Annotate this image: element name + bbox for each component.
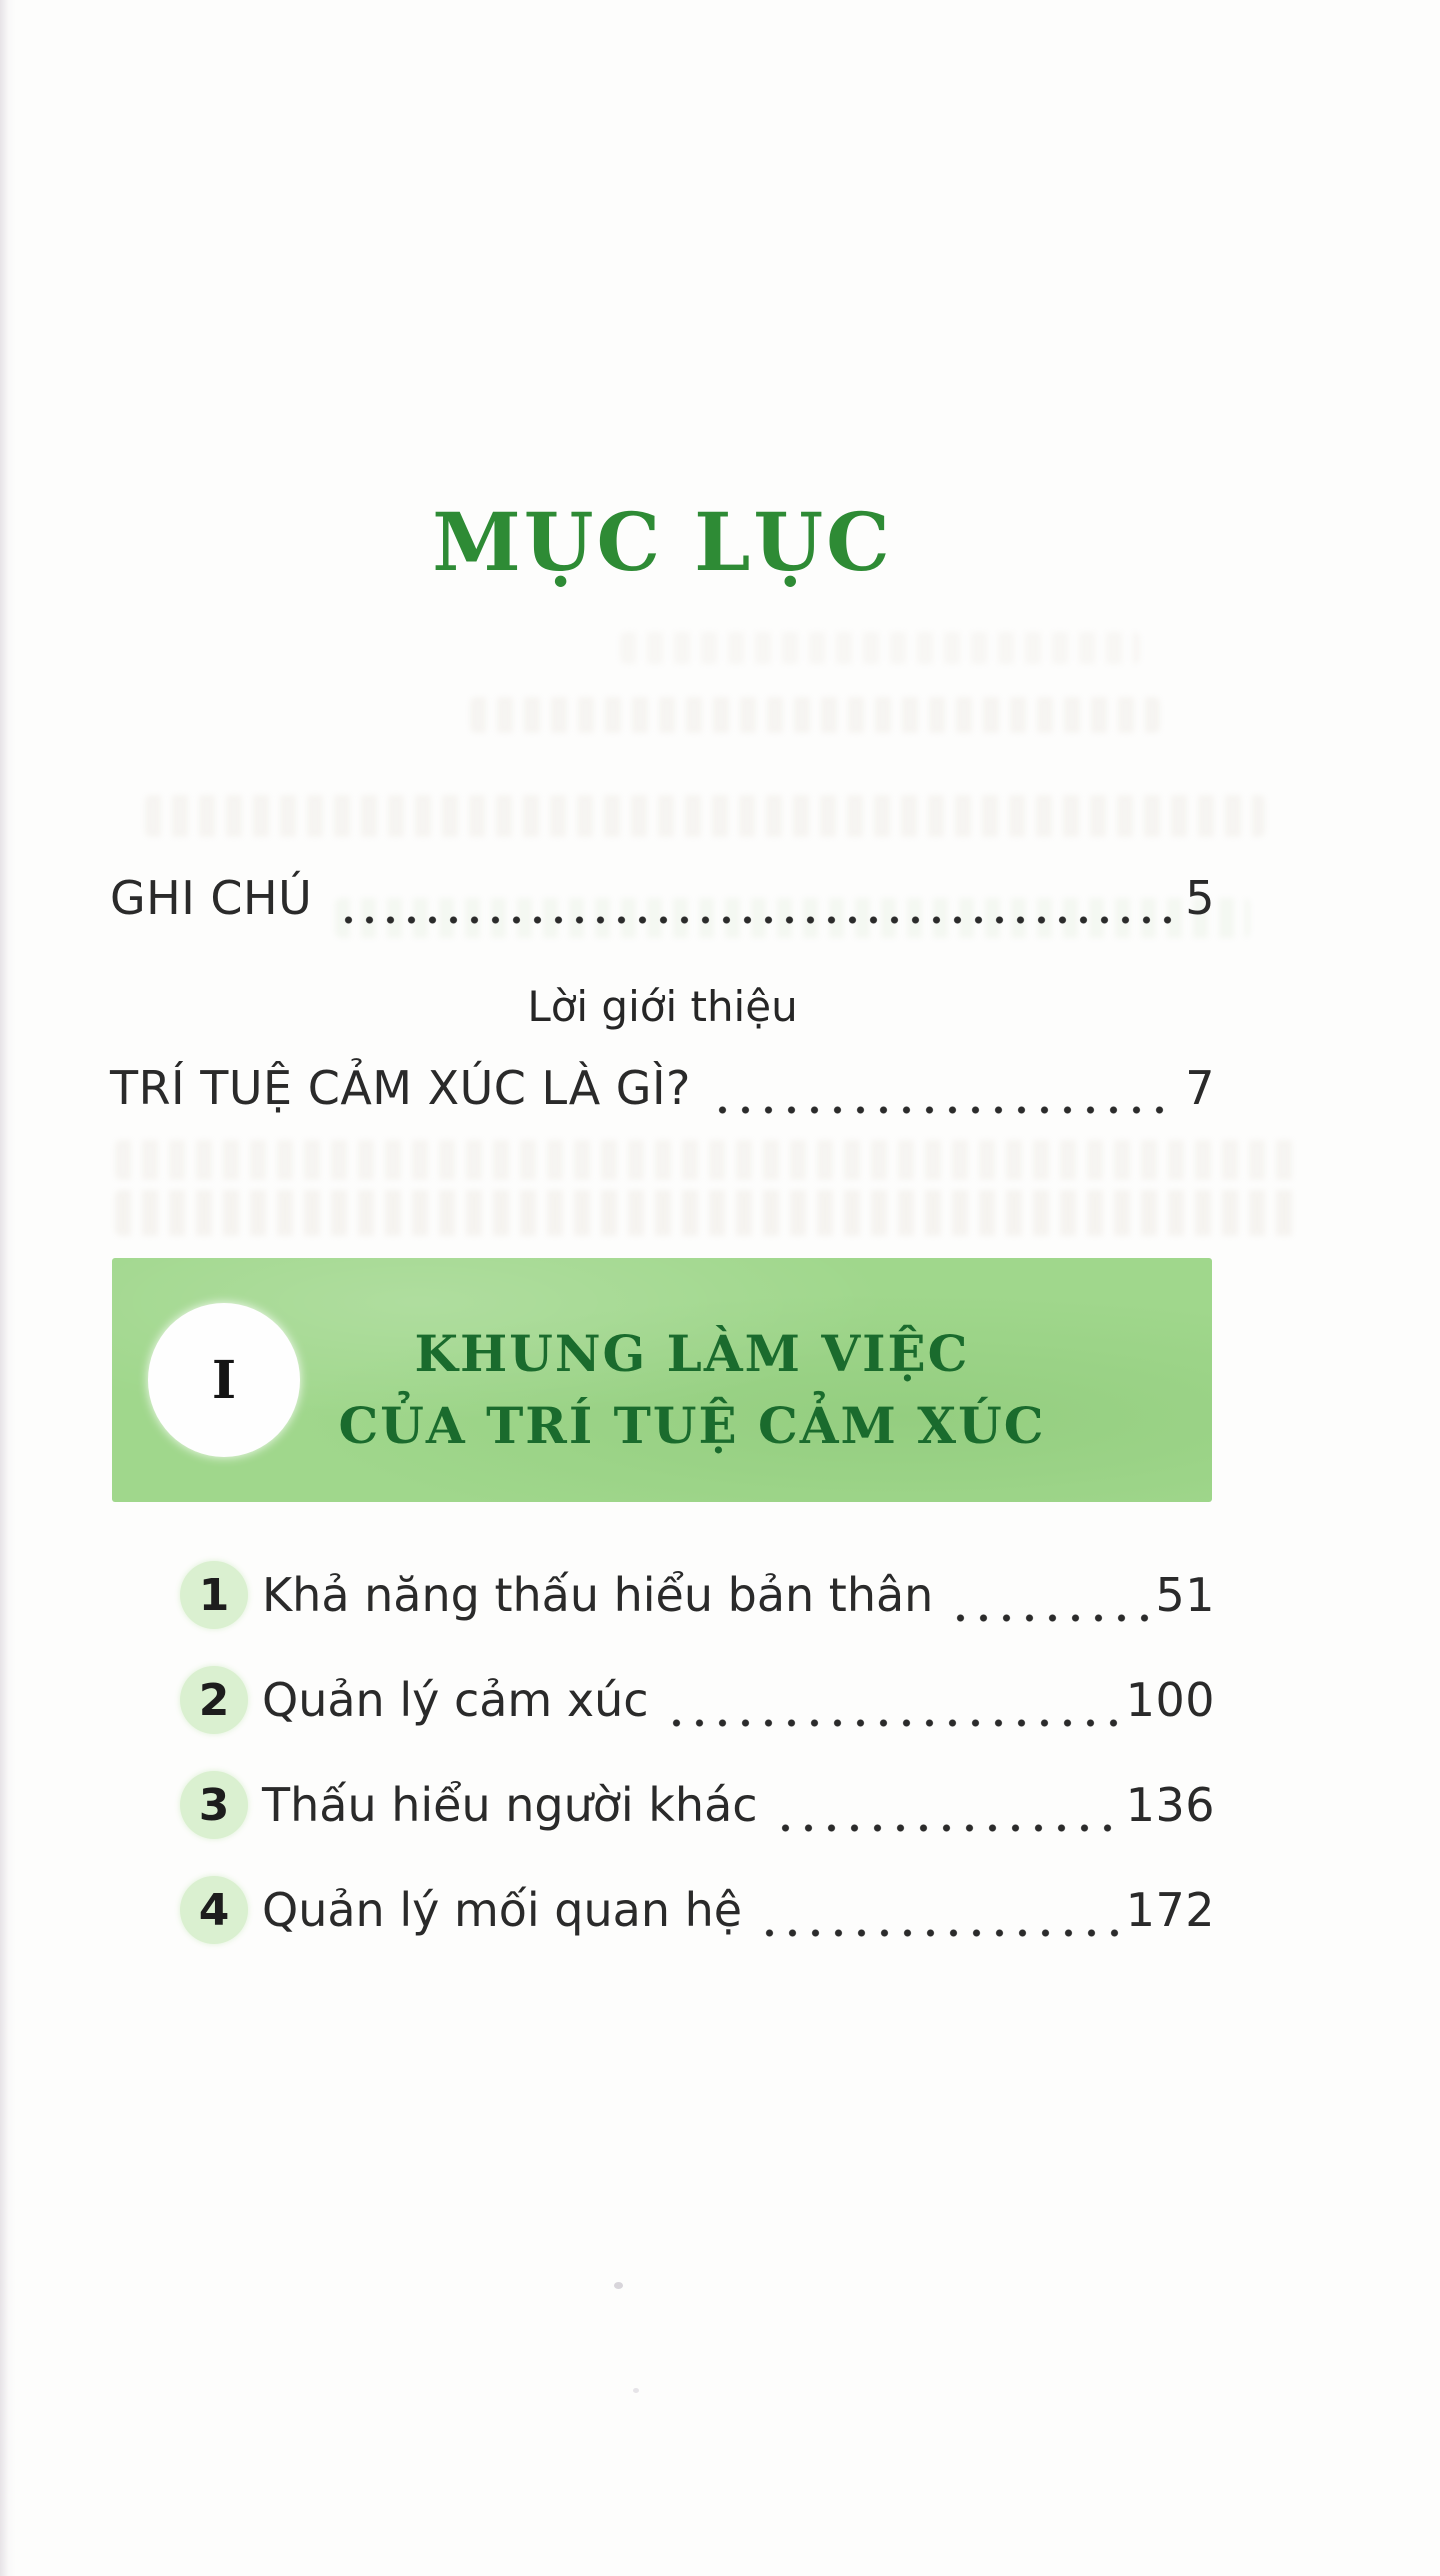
toc-entry-label: GHI CHÚ bbox=[110, 870, 313, 925]
part-numeral: I bbox=[211, 1349, 237, 1411]
intro-subtitle: Lời giới thiệu bbox=[527, 982, 798, 1031]
chapter-page-number: 51 bbox=[1155, 1568, 1215, 1622]
part-title-line1: KHUNG LÀM VIỆC bbox=[414, 1324, 970, 1383]
dot-leader bbox=[659, 1687, 1122, 1729]
toc-chapter-row bbox=[110, 1770, 1215, 1840]
bleed-through-text bbox=[470, 697, 1160, 733]
toc-entry-page-number: 5 bbox=[1185, 870, 1215, 925]
toc-chapter-row bbox=[110, 1665, 1215, 1735]
bleed-through-text bbox=[620, 632, 1140, 664]
scan-speck bbox=[633, 2388, 639, 2393]
chapter-number-badge bbox=[180, 1771, 248, 1839]
bleed-through-text bbox=[115, 1190, 1300, 1236]
chapter-number: 3 bbox=[198, 1779, 230, 1831]
dot-leader bbox=[752, 1897, 1122, 1939]
chapter-title: Quản lý mối quan hệ bbox=[262, 1882, 743, 1937]
scan-speck bbox=[614, 2282, 623, 2289]
chapter-number: 2 bbox=[198, 1674, 230, 1726]
bleed-through-text bbox=[115, 1140, 1300, 1180]
chapter-title: Thấu hiểu người khác bbox=[262, 1777, 758, 1832]
dot-leader bbox=[705, 1074, 1169, 1116]
scan-left-edge bbox=[0, 0, 16, 2576]
part-banner bbox=[112, 1258, 1212, 1502]
chapter-number-badge bbox=[180, 1876, 248, 1944]
toc-entry-notes bbox=[110, 864, 1215, 932]
dot-leader bbox=[768, 1792, 1122, 1834]
chapter-page-number: 100 bbox=[1125, 1673, 1215, 1727]
part-title-line2: CỦA TRÍ TUỆ CẢM XÚC bbox=[338, 1396, 1046, 1455]
page-title: MỤC LỤC bbox=[432, 495, 893, 589]
toc-chapter-row bbox=[110, 1560, 1215, 1630]
toc-entry-intro bbox=[110, 1054, 1215, 1122]
dot-leader bbox=[332, 884, 1181, 926]
chapter-number-badge bbox=[180, 1561, 248, 1629]
chapter-number: 4 bbox=[198, 1884, 230, 1936]
toc-entry-page-number: 7 bbox=[1185, 1060, 1215, 1115]
toc-entry-label: TRÍ TUỆ CẢM XÚC LÀ GÌ? bbox=[110, 1060, 691, 1115]
part-title bbox=[172, 1318, 1212, 1462]
chapter-number: 1 bbox=[198, 1569, 230, 1621]
toc-chapter-row bbox=[110, 1875, 1215, 1945]
chapter-page-number: 136 bbox=[1125, 1778, 1215, 1832]
bleed-through-text bbox=[145, 795, 1265, 837]
dot-leader bbox=[943, 1582, 1151, 1624]
chapter-number-badge bbox=[180, 1666, 248, 1734]
chapter-title: Quản lý cảm xúc bbox=[262, 1672, 649, 1727]
chapter-title: Khả năng thấu hiểu bản thân bbox=[262, 1567, 934, 1622]
chapter-page-number: 172 bbox=[1125, 1883, 1215, 1937]
